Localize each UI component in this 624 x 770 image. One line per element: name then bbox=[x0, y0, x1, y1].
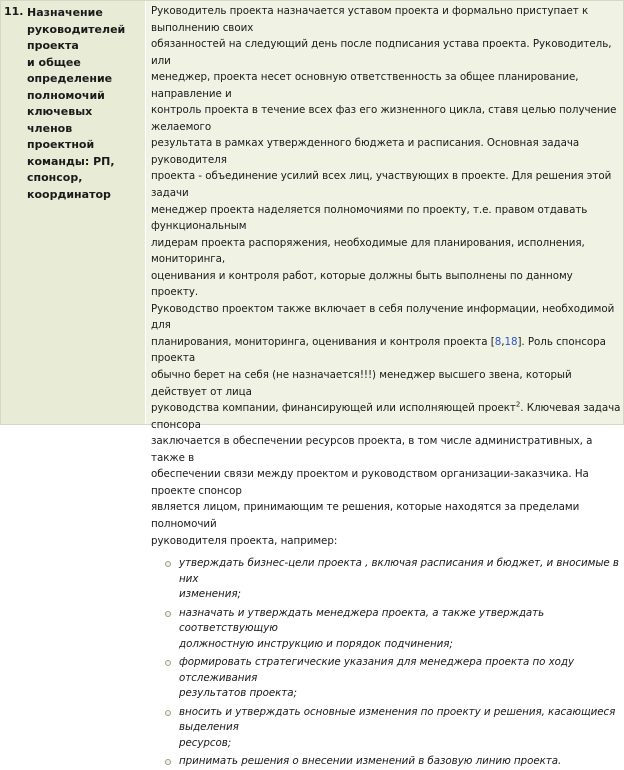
row-number: 11. bbox=[4, 5, 24, 18]
circle-bullet-icon bbox=[165, 611, 171, 617]
list-item: вносить и утверждать основные изменения по проекту и решения, касающиеся выделения ресурсов; bbox=[165, 705, 621, 752]
list-item: назначать и утверждать менеджера проекта, а также утверждать соответствующую должностную инструкцию и порядок подчинения; bbox=[165, 606, 621, 653]
reference-link-8[interactable]: 8 bbox=[494, 335, 502, 348]
circle-bullet-icon bbox=[165, 710, 171, 716]
list-item: принимать решения о внесении изменений в базовую линию проекта. bbox=[165, 754, 621, 770]
reference-separator: , bbox=[501, 335, 505, 348]
paragraph-text-2: ]. Роль спонсора проекта обычно берет на себя (не назначается!!!) менеджер высшего звена, который действует от лица руководства компании, финансирующей или исполняющей проект bbox=[151, 335, 606, 415]
paragraph-text-1: Руководитель проекта назначается уставом проекта и формально приступает к выполнению своих обязанностей на следующий день после подписания устава проекта. Руководитель, или менеджер, проекта несет основную ответственность за общее планирование, направление и контроль проекта в течение всех фаз его жизненного цикла, ставя целью получение желаемого результата в рамках утвержденного бюджета и расписания. Основная задача руководителя проекта - объединение усилий всех лиц, участвующих в проекте. Для решения этой задачи менеджер проекта наделяется полномочиями по проекту, т.е. правом отдавать функциональным лидерам проекта распоряжения, необходимые для планирования, исполнения, мониторинга, оценивания и контроля работ, которые должны быть выполнены по данному проекту. Руководство проектом также включает в себя получение информации, необходимой для планирования, мониторинга, оценивания и контроля проекта [ bbox=[151, 5, 617, 348]
paragraph-text-3: . Ключевая задача спонсора заключается в обеспечении ресурсов проекта, в том числе административных, а также в обеспечении связи между проектом и руководством организации-заказчика. На проекте спонсор является лицом, принимающим те решения, которые находятся за пределами полномочий руководителя проекта, например: bbox=[151, 402, 621, 547]
list-item: утверждать бизнес-цели проекта , включая расписания и бюджет, и вносимые в них изменения; bbox=[165, 556, 621, 603]
row-title: Назначение руководителей проекта и общее определение полномочий ключевых членов проектной команды: РП, спонсор, координатор bbox=[27, 6, 126, 201]
reference-link-18[interactable]: 18 bbox=[504, 335, 518, 348]
circle-bullet-icon bbox=[165, 561, 171, 567]
sponsor-duties-list bbox=[151, 556, 621, 770]
footnote-marker: 2 bbox=[515, 400, 521, 409]
circle-bullet-icon bbox=[165, 660, 171, 666]
row-description bbox=[145, 1, 623, 768]
description-paragraph bbox=[151, 3, 621, 549]
circle-bullet-icon bbox=[165, 759, 171, 765]
list-item: формировать стратегические указания для менеджера проекта по ходу отслеживания результатов проекта; bbox=[165, 655, 621, 702]
